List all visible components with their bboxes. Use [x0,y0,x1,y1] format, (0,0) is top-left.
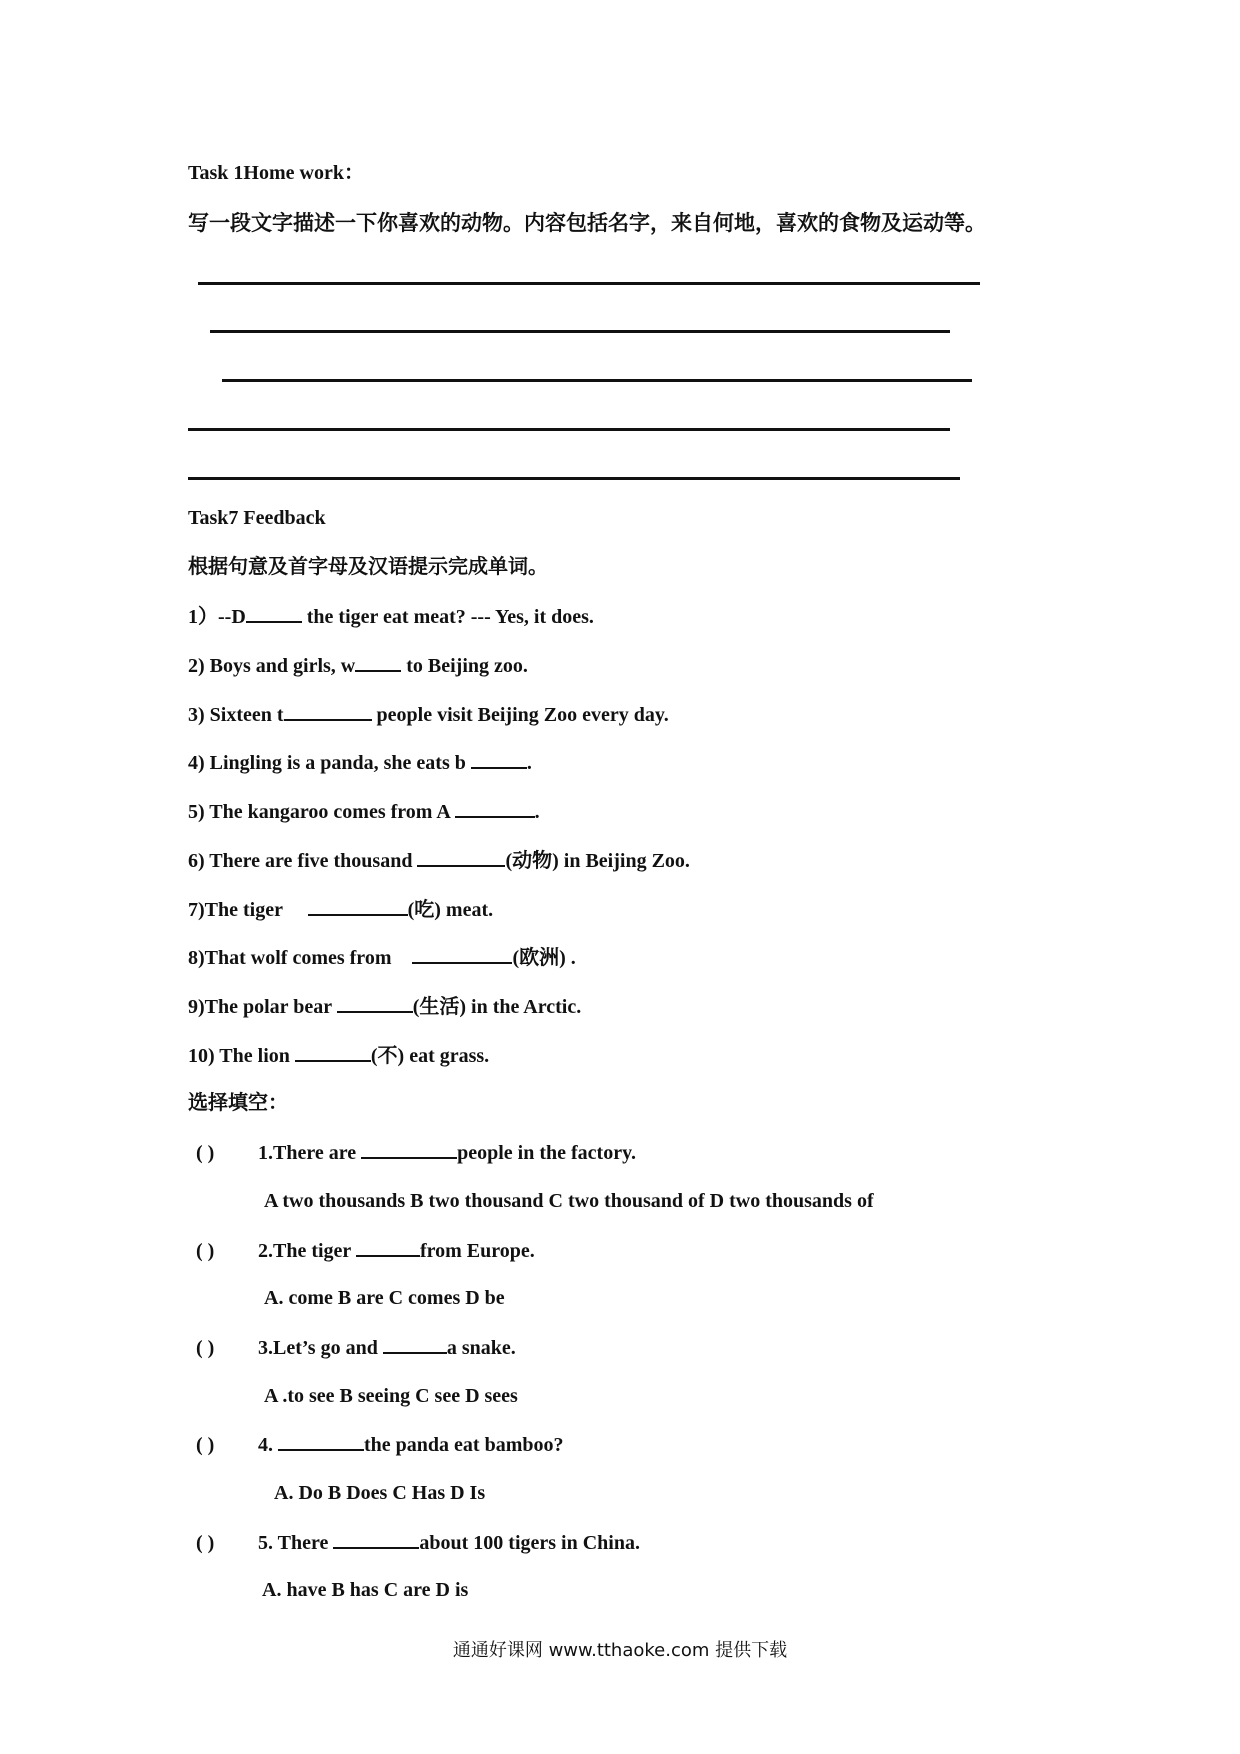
task1-instruction: 写一段文字描述一下你喜欢的动物。内容包括名字，来自何地，喜欢的食物及运动等。 [188,211,986,235]
fill-item-text: the tiger eat meat? --- Yes, it does. [301,606,594,628]
fill-item-text: (生活) in the Arctic. [412,996,582,1018]
writing-line-3 [222,379,972,382]
fill-item-text: 4) Lingling is a panda, she eats b [188,752,471,774]
fill-item-10 [188,1042,489,1069]
fill-item-text: 8)That wolf comes from [188,947,397,969]
fill-item-7 [188,896,493,923]
answer-blank[interactable] [417,847,505,867]
fill-item-text: (不) eat grass. [370,1045,490,1067]
task7-heading: Task7 Feedback [188,507,326,529]
choice-question-4 [196,1431,563,1458]
answer-paren[interactable]: ( ) [196,1142,215,1164]
answer-paren[interactable]: ( ) [196,1240,215,1262]
choice-heading: 选择填空： [188,1092,288,1114]
fill-item-text: 3) Sixteen t [188,704,284,726]
answer-blank [333,1529,419,1549]
fill-item-3 [188,701,669,728]
question-text: a snake. [446,1337,516,1359]
question-text: 2.The tiger [258,1240,356,1262]
fill-item-text: 9)The polar bear [188,996,337,1018]
question-text: 3.Let’s go and [258,1337,383,1359]
writing-line-2 [210,330,950,333]
answer-blank[interactable] [246,603,302,623]
fill-item-text: (吃) meat. [407,899,494,921]
fill-item-2 [188,652,528,679]
choice-question-5 [196,1529,640,1556]
answer-blank [278,1431,364,1451]
answer-blank[interactable] [295,1042,371,1062]
writing-line-1 [198,282,980,285]
answer-blank[interactable] [284,701,372,721]
answer-blank[interactable] [308,896,408,916]
answer-blank [361,1139,457,1159]
fill-item-text: . [526,752,532,774]
question-text: 5. There [258,1532,334,1554]
fill-item-text: 10) The lion [188,1045,295,1067]
fill-item-4 [188,749,532,776]
answer-blank[interactable] [471,749,527,769]
choice-question-3 [196,1334,516,1361]
question-text: people in the factory. [457,1142,636,1164]
question-text: 1.There are [258,1142,362,1164]
choice-options-5: A. have B has C are D is [262,1579,469,1601]
fill-item-text: to Beijing zoo. [401,655,528,677]
answer-blank[interactable] [455,798,535,818]
footer-source[interactable]: 通通好课网 www.tthaoke.com 提供下载 [452,1640,788,1661]
question-text: the panda eat bamboo? [364,1434,564,1456]
fill-item-9 [188,993,581,1020]
choice-options-2: A. come B are C comes D be [264,1287,505,1309]
fill-item-8 [188,944,576,971]
fill-item-text: . [534,801,540,823]
fill-item-text: 1）--D [188,606,246,628]
choice-options-3: A .to see B seeing C see D sees [264,1385,518,1407]
question-text: 4. [258,1434,278,1456]
question-text: about 100 tigers in China. [419,1532,640,1554]
fill-item-1 [188,603,594,630]
answer-blank[interactable] [337,993,413,1013]
fill-item-text: (动物) in Beijing Zoo. [505,850,690,872]
choice-options-4: A. Do B Does C Has D Is [274,1482,486,1504]
answer-blank[interactable] [412,944,512,964]
writing-line-5 [188,477,960,480]
answer-paren[interactable]: ( ) [196,1532,215,1554]
fill-item-text: 6) There are five thousand [188,850,418,872]
writing-line-4 [188,428,950,431]
fill-item-text: 2) Boys and girls, w [188,655,356,677]
answer-blank [383,1334,447,1354]
fill-item-6 [188,847,690,874]
fill-item-text: (欧洲) . [512,947,576,969]
task7-instruction: 根据句意及首字母及汉语提示完成单词。 [188,556,548,578]
fill-item-text: people visit Beijing Zoo every day. [371,704,669,726]
choice-question-2 [196,1237,535,1264]
question-text: from Europe. [419,1240,535,1262]
fill-item-5 [188,798,540,825]
fill-item-text: 7)The tiger [188,899,288,921]
choice-options-1: A two thousands B two thousand C two thousand of D two thousands of [264,1190,874,1212]
answer-blank[interactable] [355,652,401,672]
answer-paren[interactable]: ( ) [196,1337,215,1359]
answer-paren[interactable]: ( ) [196,1434,215,1456]
choice-question-1 [196,1139,636,1166]
fill-item-text: 5) The kangaroo comes from A [188,801,455,823]
task1-heading: Task 1Home work： [188,162,364,184]
answer-blank [356,1237,420,1257]
